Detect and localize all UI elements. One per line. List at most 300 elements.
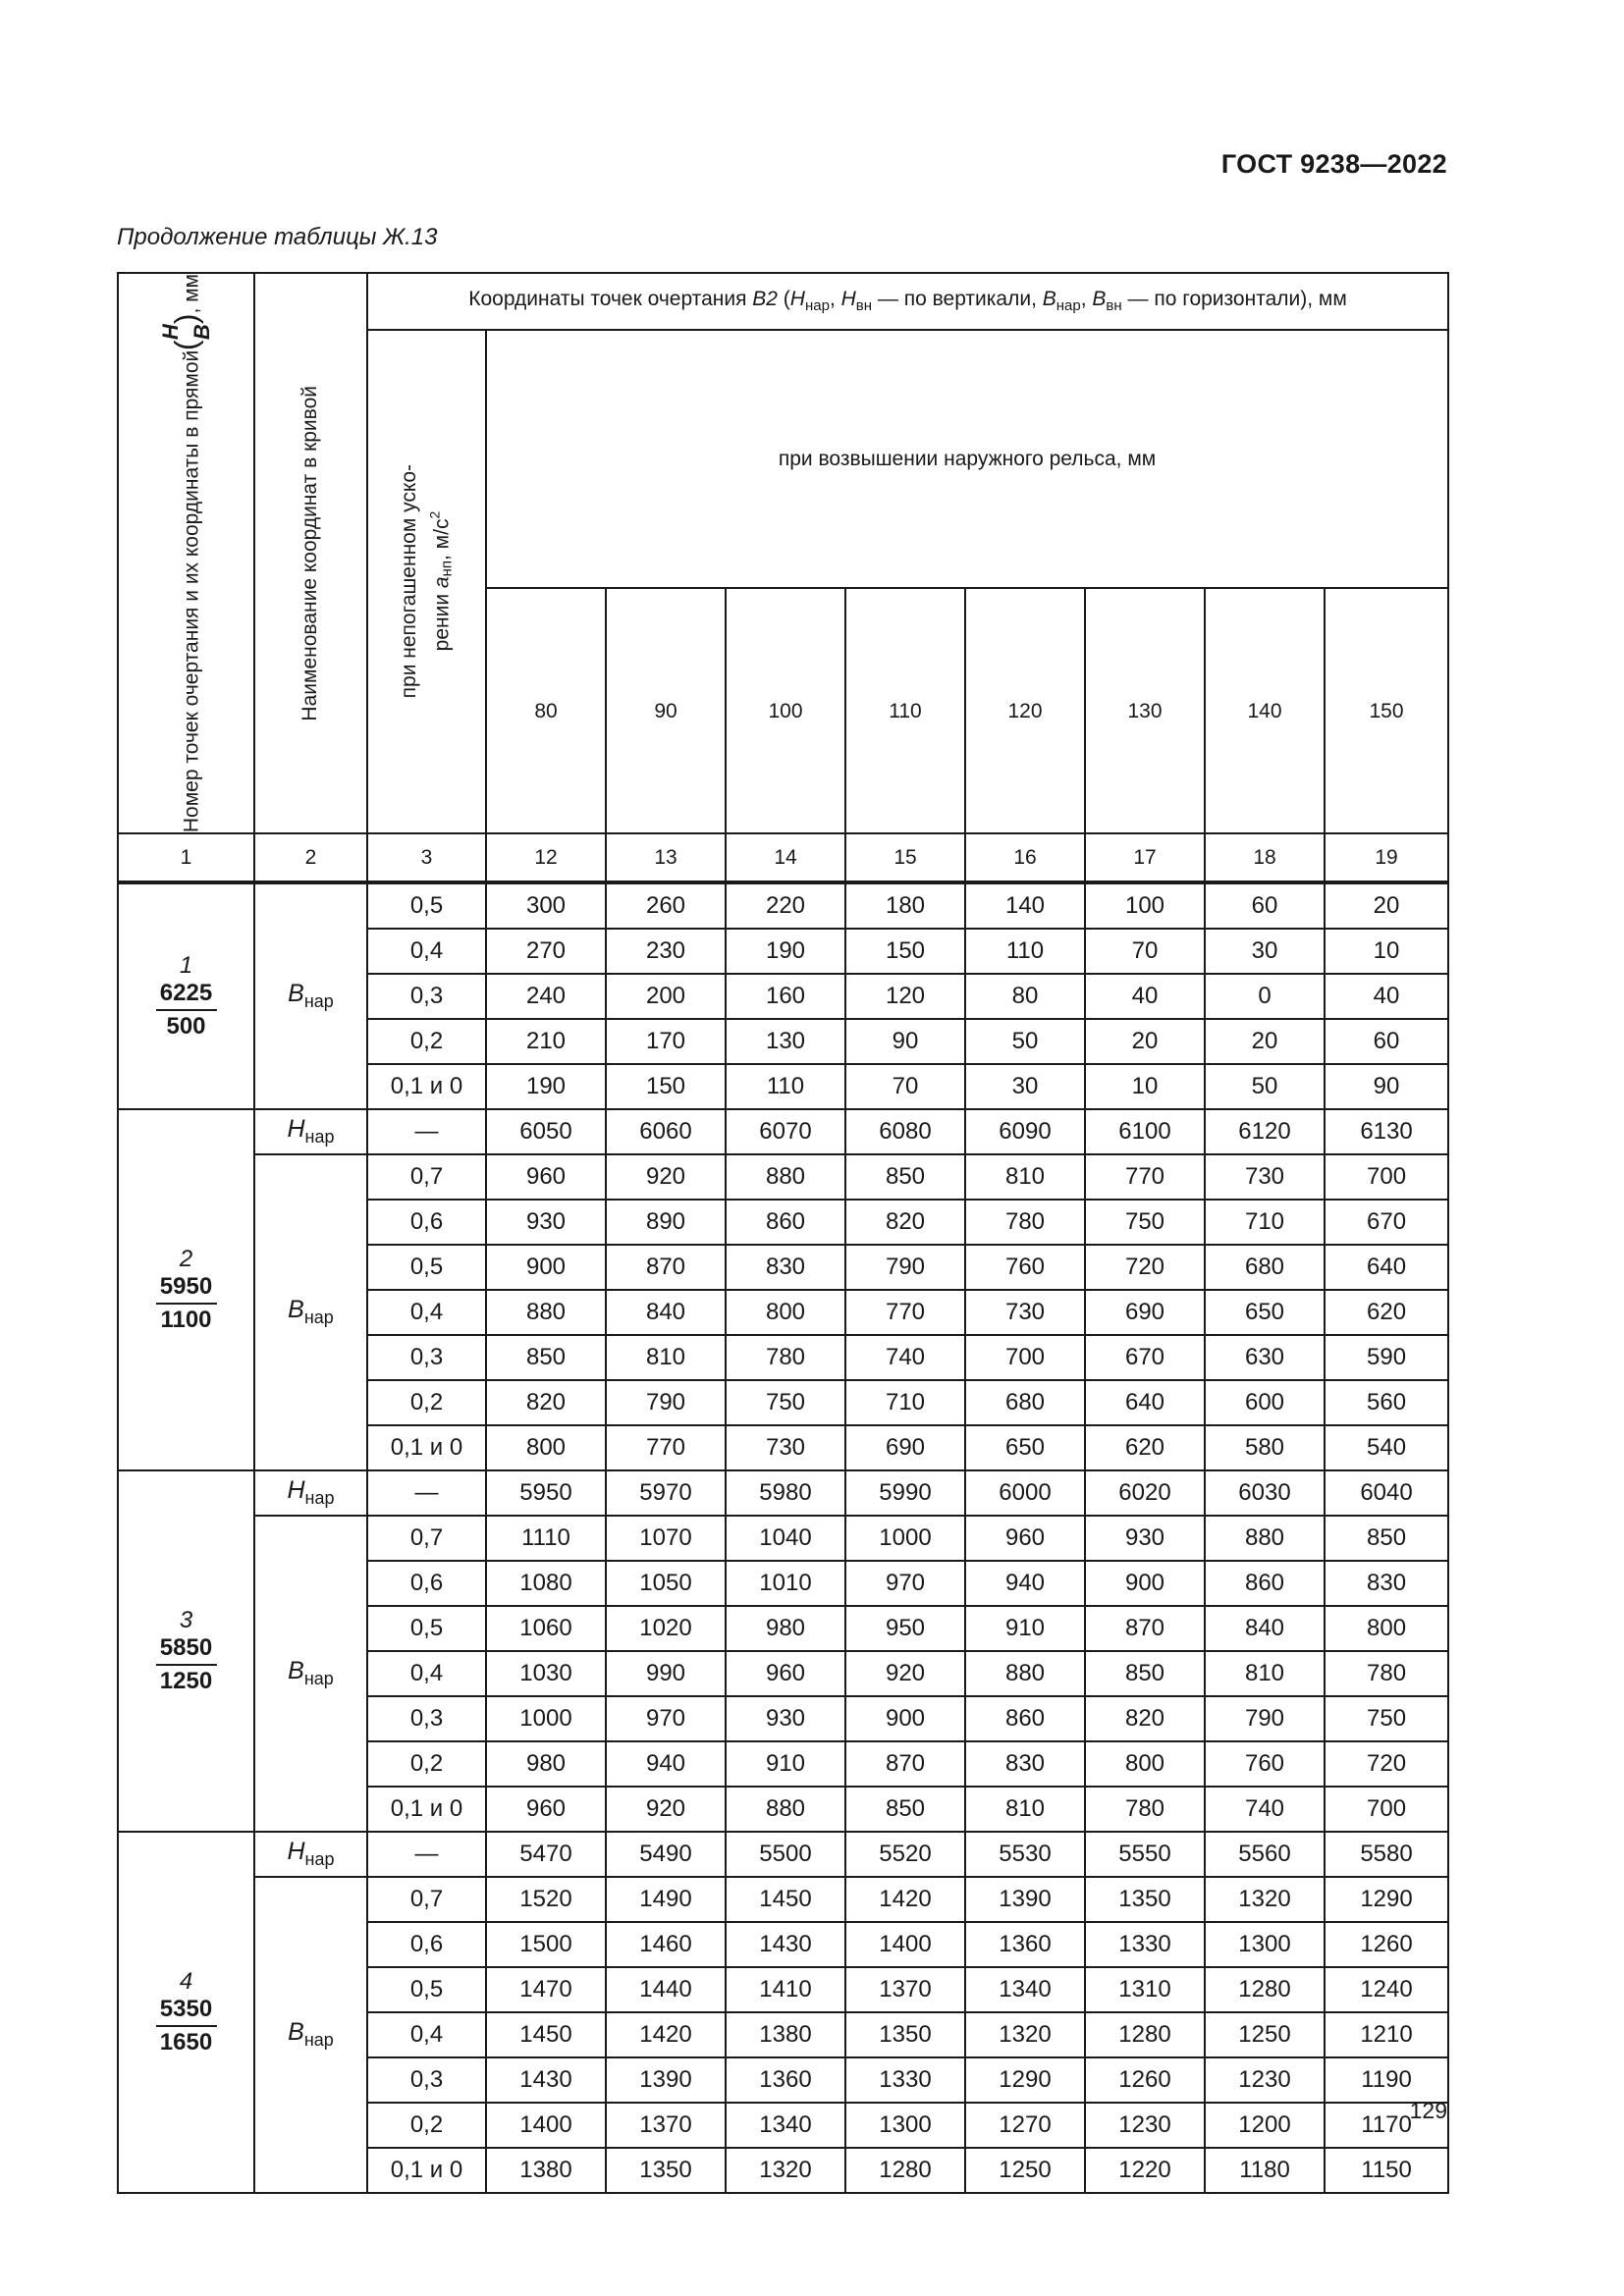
- coord-name-h: [254, 1832, 367, 1877]
- coordinate-value: 680: [1205, 1245, 1325, 1290]
- coordinate-value: 690: [1085, 1290, 1205, 1335]
- coordinate-value: 750: [1085, 1200, 1205, 1245]
- acceleration-value: 0,4: [367, 929, 486, 974]
- point-label-cell: [118, 1470, 254, 1832]
- coordinate-value: 540: [1325, 1425, 1448, 1470]
- coordinate-value: 5990: [845, 1470, 965, 1516]
- acceleration-value: 0,4: [367, 1290, 486, 1335]
- coordinate-value: 850: [845, 1787, 965, 1832]
- coord-sub: нар: [303, 2030, 334, 2051]
- coordinate-value: 6100: [1085, 1109, 1205, 1154]
- coordinate-value: 1270: [965, 2103, 1085, 2148]
- acceleration-value: 0,4: [367, 2012, 486, 2057]
- coordinate-value: 1350: [1085, 1877, 1205, 1922]
- coordinate-value: 960: [726, 1651, 845, 1696]
- coordinate-value: 620: [1325, 1290, 1448, 1335]
- coordinate-value: 780: [1325, 1651, 1448, 1696]
- coordinate-value: 1330: [1085, 1922, 1205, 1967]
- coordinate-value: 830: [726, 1245, 845, 1290]
- coordinate-value: 1300: [1205, 1922, 1325, 1967]
- coordinate-value: 1350: [606, 2148, 726, 2193]
- coordinate-value: 1280: [1205, 1967, 1325, 2012]
- coordinate-value: 860: [1205, 1561, 1325, 1606]
- coordinate-value: 1110: [486, 1516, 606, 1561]
- table-row: [118, 1877, 1448, 1922]
- coordinate-value: 960: [486, 1787, 606, 1832]
- coordinate-value: 960: [965, 1516, 1085, 1561]
- coordinate-value: 1450: [726, 1877, 845, 1922]
- coordinate-value: 800: [726, 1290, 845, 1335]
- coordinate-value: 5970: [606, 1470, 726, 1516]
- coordinate-value: 1230: [1205, 2057, 1325, 2103]
- acceleration-value: 0,1 и 0: [367, 1425, 486, 1470]
- coordinate-value: 40: [1085, 974, 1205, 1019]
- point-h: 5850: [159, 1633, 213, 1661]
- coordinate-value: 90: [1325, 1064, 1448, 1109]
- coordinate-value: 1020: [606, 1606, 726, 1651]
- coordinate-value: 180: [845, 882, 965, 929]
- coordinate-value: 6080: [845, 1109, 965, 1154]
- coordinate-value: 1420: [845, 1877, 965, 1922]
- coord-base: B: [288, 1657, 304, 1685]
- coordinate-value: 50: [1205, 1064, 1325, 1109]
- coordinate-value: 230: [606, 929, 726, 974]
- point-label-cell: [118, 1109, 254, 1470]
- coordinate-value: 1400: [845, 1922, 965, 1967]
- coordinate-value: 690: [845, 1425, 965, 1470]
- coordinate-value: 1250: [1205, 2012, 1325, 2057]
- point-number: 1: [179, 951, 193, 979]
- coordinate-value: 5500: [726, 1832, 845, 1877]
- coord-base: H: [287, 1476, 305, 1505]
- coordinate-value: 600: [1205, 1380, 1325, 1425]
- coordinate-value: 1060: [486, 1606, 606, 1651]
- coordinate-value: 790: [845, 1245, 965, 1290]
- coordinate-value: 210: [486, 1019, 606, 1064]
- header-group-coordinates: Координаты точек очертания В2 ($H_{нар}$, $H_{вн}$ — по вертикали, $B_{нар}$, $B_{вн}$ — по горизонтали), мм: [367, 273, 1448, 330]
- coordinate-value: 1500: [486, 1922, 606, 1967]
- acceleration-value: 0,2: [367, 2103, 486, 2148]
- coord-name-h: [254, 1109, 367, 1154]
- coordinate-value: 890: [606, 1200, 726, 1245]
- coordinate-value: 1370: [845, 1967, 965, 2012]
- coordinate-value: 920: [606, 1787, 726, 1832]
- coordinate-value: 10: [1085, 1064, 1205, 1109]
- coordinate-value: 110: [965, 929, 1085, 974]
- coordinate-value: 820: [486, 1380, 606, 1425]
- coordinate-value: 60: [1205, 882, 1325, 929]
- coordinate-value: 700: [1325, 1787, 1448, 1832]
- coordinate-value: 640: [1325, 1245, 1448, 1290]
- header-coordinate-name: Наименование координат в кривой: [254, 273, 367, 833]
- coordinate-value: 0: [1205, 974, 1325, 1019]
- coordinate-value: 990: [606, 1651, 726, 1696]
- coordinate-value: 910: [965, 1606, 1085, 1651]
- coordinate-value: 190: [726, 929, 845, 974]
- coordinate-value: 100: [1085, 882, 1205, 929]
- coordinate-value: 670: [1085, 1335, 1205, 1380]
- point-number: 2: [179, 1245, 193, 1272]
- coord-sub: нар: [304, 1127, 335, 1148]
- coordinate-value: 910: [726, 1741, 845, 1787]
- coordinate-value: 800: [1085, 1741, 1205, 1787]
- coordinate-value: 810: [965, 1154, 1085, 1200]
- coordinate-value: 1220: [1085, 2148, 1205, 2193]
- header-elevation-value: 110: [845, 588, 965, 833]
- acceleration-value: 0,2: [367, 1380, 486, 1425]
- coordinate-value: 6130: [1325, 1109, 1448, 1154]
- coordinate-value: 880: [965, 1651, 1085, 1696]
- coordinate-value: 970: [606, 1696, 726, 1741]
- point-coordinates-fraction: [156, 981, 217, 1041]
- coordinate-value: 700: [1325, 1154, 1448, 1200]
- coordinate-value: 1420: [606, 2012, 726, 2057]
- coordinate-value: 930: [1085, 1516, 1205, 1561]
- point-b: 1100: [160, 1307, 212, 1334]
- point-coordinates-fraction: [156, 1274, 217, 1334]
- coordinate-value: 5470: [486, 1832, 606, 1877]
- coordinate-value: 920: [845, 1651, 965, 1696]
- coordinate-value: 300: [486, 882, 606, 929]
- coordinate-value: 590: [1325, 1335, 1448, 1380]
- coordinate-value: 5560: [1205, 1832, 1325, 1877]
- coordinate-value: 6060: [606, 1109, 726, 1154]
- coordinate-value: 1290: [965, 2057, 1085, 2103]
- coordinate-value: 1410: [726, 1967, 845, 2012]
- coordinate-value: 40: [1325, 974, 1448, 1019]
- page-number: 129: [1409, 2098, 1447, 2123]
- coordinate-value: 80: [965, 974, 1085, 1019]
- coordinate-value: 1430: [726, 1922, 845, 1967]
- table-row: [118, 882, 1448, 929]
- coordinate-value: 820: [1085, 1696, 1205, 1741]
- coord-base: B: [288, 980, 304, 1008]
- header-acceleration: при непогашенном уско- рении $a_{нп}$, $м/с^2$: [367, 330, 486, 833]
- coordinate-value: 960: [486, 1154, 606, 1200]
- coordinate-value: 1200: [1205, 2103, 1325, 2148]
- coordinate-value: 870: [606, 1245, 726, 1290]
- coordinate-value: 1050: [606, 1561, 726, 1606]
- coordinate-value: 650: [965, 1425, 1085, 1470]
- coordinate-value: 800: [486, 1425, 606, 1470]
- acceleration-value: 0,2: [367, 1741, 486, 1787]
- acceleration-value: 0,3: [367, 974, 486, 1019]
- header-elevation-value: 90: [606, 588, 726, 833]
- coordinate-value: 1010: [726, 1561, 845, 1606]
- coordinate-value: 940: [965, 1561, 1085, 1606]
- coordinate-value: 5980: [726, 1470, 845, 1516]
- coordinate-value: 6030: [1205, 1470, 1325, 1516]
- coordinate-value: 980: [486, 1741, 606, 1787]
- coordinate-value: 220: [726, 882, 845, 929]
- acceleration-value: 0,7: [367, 1877, 486, 1922]
- coordinate-value: 150: [606, 1064, 726, 1109]
- coordinate-value: 6090: [965, 1109, 1085, 1154]
- coordinate-value: 5520: [845, 1832, 965, 1877]
- coordinate-value: 1440: [606, 1967, 726, 2012]
- acceleration-value: 0,1 и 0: [367, 2148, 486, 2193]
- coordinate-value: 90: [845, 1019, 965, 1064]
- coordinate-value: 1210: [1325, 2012, 1448, 2057]
- coordinate-value: 780: [726, 1335, 845, 1380]
- coordinate-value: 700: [965, 1335, 1085, 1380]
- acceleration-value: —: [367, 1109, 486, 1154]
- point-coordinates-fraction: [156, 1997, 217, 2056]
- coordinate-value: 1180: [1205, 2148, 1325, 2193]
- coordinate-value: 170: [606, 1019, 726, 1064]
- coordinate-value: 1000: [845, 1516, 965, 1561]
- coordinate-value: 1350: [845, 2012, 965, 2057]
- acceleration-value: —: [367, 1832, 486, 1877]
- coordinate-value: 870: [1085, 1606, 1205, 1651]
- column-number: 16: [965, 833, 1085, 882]
- coordinate-value: 800: [1325, 1606, 1448, 1651]
- coordinate-value: 260: [606, 882, 726, 929]
- coordinate-value: 5580: [1325, 1832, 1448, 1877]
- coordinate-value: 760: [1205, 1741, 1325, 1787]
- acceleration-value: 0,6: [367, 1922, 486, 1967]
- coordinate-value: 1310: [1085, 1967, 1205, 2012]
- coordinate-value: 30: [965, 1064, 1085, 1109]
- coord-sub: нар: [303, 1308, 334, 1328]
- coordinate-value: 880: [486, 1290, 606, 1335]
- coordinate-value: 790: [1205, 1696, 1325, 1741]
- coordinate-value: 240: [486, 974, 606, 1019]
- h-over-b-fraction: (: [168, 340, 204, 350]
- coordinate-value: 6050: [486, 1109, 606, 1154]
- coord-sub: нар: [304, 1849, 335, 1870]
- coordinate-value: 750: [1325, 1696, 1448, 1741]
- coordinate-value: 900: [486, 1245, 606, 1290]
- coordinate-value: 820: [845, 1200, 965, 1245]
- coordinate-value: 580: [1205, 1425, 1325, 1470]
- point-number: 3: [179, 1606, 193, 1633]
- coordinate-value: 6020: [1085, 1470, 1205, 1516]
- coordinate-value: 6120: [1205, 1109, 1325, 1154]
- coordinate-value: 6000: [965, 1470, 1085, 1516]
- coordinate-value: 770: [606, 1425, 726, 1470]
- coordinate-value: 790: [606, 1380, 726, 1425]
- coordinate-value: 120: [845, 974, 965, 1019]
- coordinate-value: 880: [726, 1787, 845, 1832]
- coordinate-value: 900: [845, 1696, 965, 1741]
- coordinate-value: 860: [726, 1200, 845, 1245]
- coordinate-value: 5490: [606, 1832, 726, 1877]
- coordinate-value: 1280: [845, 2148, 965, 2193]
- coordinate-value: 1150: [1325, 2148, 1448, 2193]
- coordinate-value: 1320: [1205, 1877, 1325, 1922]
- coordinate-value: 1280: [1085, 2012, 1205, 2057]
- coordinate-value: 1360: [965, 1922, 1085, 1967]
- acceleration-value: 0,1 и 0: [367, 1064, 486, 1109]
- coordinate-value: 190: [486, 1064, 606, 1109]
- coordinate-value: 930: [726, 1696, 845, 1741]
- acceleration-value: 0,5: [367, 1967, 486, 2012]
- coordinate-value: 840: [606, 1290, 726, 1335]
- table-row: [118, 1832, 1448, 1877]
- coordinates-table: [117, 272, 1449, 2194]
- coordinate-value: 730: [965, 1290, 1085, 1335]
- coordinate-value: 730: [726, 1425, 845, 1470]
- coord-name-b: [254, 1877, 367, 2193]
- coordinate-value: 930: [486, 1200, 606, 1245]
- point-b: 1250: [159, 1668, 213, 1695]
- coordinate-value: 680: [965, 1380, 1085, 1425]
- coordinate-value: 630: [1205, 1335, 1325, 1380]
- coordinate-value: 940: [606, 1741, 726, 1787]
- coordinate-value: 850: [845, 1154, 965, 1200]
- coordinate-value: 740: [1205, 1787, 1325, 1832]
- header-elevation-value: 120: [965, 588, 1085, 833]
- column-number: 12: [486, 833, 606, 882]
- coord-sub: нар: [304, 1488, 335, 1509]
- table-row: [118, 1516, 1448, 1561]
- coord-name-b: [254, 1154, 367, 1470]
- coord-base: B: [288, 1296, 304, 1324]
- coordinate-value: 830: [1325, 1561, 1448, 1606]
- coordinate-value: 1030: [486, 1651, 606, 1696]
- coordinate-value: 1080: [486, 1561, 606, 1606]
- point-h: 5350: [159, 1995, 213, 2022]
- point-h: 6225: [159, 979, 213, 1006]
- coordinate-value: 70: [1085, 929, 1205, 974]
- coordinate-value: 620: [1085, 1425, 1205, 1470]
- coordinate-value: 1040: [726, 1516, 845, 1561]
- coord-sub: нар: [303, 991, 334, 1012]
- point-label-cell: [118, 1832, 254, 2193]
- coordinate-value: 760: [965, 1245, 1085, 1290]
- coordinate-value: 750: [726, 1380, 845, 1425]
- column-number: 2: [254, 833, 367, 882]
- coordinate-value: 870: [845, 1741, 965, 1787]
- coordinate-value: 1260: [1085, 2057, 1205, 2103]
- header-point-number: Номер точек очертания и их координаты в прямой ( H B ) , мм: [118, 273, 254, 833]
- coordinate-value: 1320: [726, 2148, 845, 2193]
- coordinate-value: 850: [1325, 1516, 1448, 1561]
- coordinate-value: 5530: [965, 1832, 1085, 1877]
- coordinate-value: 130: [726, 1019, 845, 1064]
- point-b: 1650: [159, 2029, 213, 2056]
- document-code: ГОСТ 9238—2022: [1220, 149, 1447, 179]
- coordinate-value: 780: [1085, 1787, 1205, 1832]
- table-caption: Продолжение таблицы Ж.13: [117, 224, 438, 250]
- coordinate-value: 740: [845, 1335, 965, 1380]
- coord-base: H: [287, 1838, 305, 1866]
- coordinate-value: 1380: [486, 2148, 606, 2193]
- coordinate-value: 1490: [606, 1877, 726, 1922]
- coordinate-value: 1300: [845, 2103, 965, 2148]
- coordinate-value: 840: [1205, 1606, 1325, 1651]
- coordinate-value: 1400: [486, 2103, 606, 2148]
- column-number: 19: [1325, 833, 1448, 882]
- point-coordinates-fraction: [156, 1635, 217, 1695]
- point-number: 4: [179, 1967, 193, 1995]
- coordinate-value: 1320: [965, 2012, 1085, 2057]
- coordinate-value: 30: [1205, 929, 1325, 974]
- coordinate-value: 1370: [606, 2103, 726, 2148]
- coordinate-value: 50: [965, 1019, 1085, 1064]
- coordinate-value: 1380: [726, 2012, 845, 2057]
- coordinate-value: 640: [1085, 1380, 1205, 1425]
- coordinate-value: 830: [965, 1741, 1085, 1787]
- coordinate-value: 200: [606, 974, 726, 1019]
- coord-name-h: [254, 1470, 367, 1516]
- coordinate-value: 730: [1205, 1154, 1325, 1200]
- coordinate-value: 710: [1205, 1200, 1325, 1245]
- coordinate-value: 1430: [486, 2057, 606, 2103]
- acceleration-value: 0,4: [367, 1651, 486, 1696]
- coordinate-value: 810: [606, 1335, 726, 1380]
- coordinate-value: 810: [1205, 1651, 1325, 1696]
- coordinate-value: 1340: [965, 1967, 1085, 2012]
- coordinate-value: 60: [1325, 1019, 1448, 1064]
- coordinate-value: 1390: [965, 1877, 1085, 1922]
- coordinate-value: 710: [845, 1380, 965, 1425]
- coordinate-value: 20: [1325, 882, 1448, 929]
- coordinate-value: 770: [1085, 1154, 1205, 1200]
- coordinate-value: 6040: [1325, 1470, 1448, 1516]
- coordinate-value: 1250: [965, 2148, 1085, 2193]
- coord-sub: нар: [303, 1669, 334, 1689]
- column-number: 18: [1205, 833, 1325, 882]
- acceleration-value: 0,7: [367, 1516, 486, 1561]
- column-number: 14: [726, 833, 845, 882]
- coordinate-value: 1190: [1325, 2057, 1448, 2103]
- column-number: 13: [606, 833, 726, 882]
- coordinate-value: 920: [606, 1154, 726, 1200]
- coord-base: B: [288, 2018, 304, 2047]
- header-elevation-value: 100: [726, 588, 845, 833]
- coordinate-value: 270: [486, 929, 606, 974]
- column-number: 1: [118, 833, 254, 882]
- coordinate-value: 20: [1205, 1019, 1325, 1064]
- acceleration-value: 0,1 и 0: [367, 1787, 486, 1832]
- coordinate-value: 1460: [606, 1922, 726, 1967]
- coordinate-value: 770: [845, 1290, 965, 1335]
- acceleration-value: 0,3: [367, 2057, 486, 2103]
- coordinate-value: 1470: [486, 1967, 606, 2012]
- coord-base: H: [287, 1115, 305, 1144]
- column-number: 3: [367, 833, 486, 882]
- coordinate-value: 1360: [726, 2057, 845, 2103]
- coordinate-value: 810: [965, 1787, 1085, 1832]
- coordinate-value: 970: [845, 1561, 965, 1606]
- coordinate-value: 110: [726, 1064, 845, 1109]
- coordinate-value: 10: [1325, 929, 1448, 974]
- coordinate-value: 860: [965, 1696, 1085, 1741]
- coordinate-value: 1260: [1325, 1922, 1448, 1967]
- coordinate-value: 780: [965, 1200, 1085, 1245]
- coordinate-value: 1520: [486, 1877, 606, 1922]
- coordinate-value: 70: [845, 1064, 965, 1109]
- coordinate-value: 900: [1085, 1561, 1205, 1606]
- column-number: 15: [845, 833, 965, 882]
- coordinate-value: 670: [1325, 1200, 1448, 1245]
- header-elevation-value: 140: [1205, 588, 1325, 833]
- header-elevation-value: 150: [1325, 588, 1448, 833]
- coordinate-value: 980: [726, 1606, 845, 1651]
- coordinate-value: 1390: [606, 2057, 726, 2103]
- coordinate-value: 880: [726, 1154, 845, 1200]
- coordinate-value: 1290: [1325, 1877, 1448, 1922]
- coordinate-value: 20: [1085, 1019, 1205, 1064]
- acceleration-value: 0,5: [367, 1245, 486, 1290]
- acceleration-value: 0,5: [367, 882, 486, 929]
- coordinate-value: 140: [965, 882, 1085, 929]
- coordinate-value: 950: [845, 1606, 965, 1651]
- acceleration-value: 0,3: [367, 1335, 486, 1380]
- coordinate-value: 150: [845, 929, 965, 974]
